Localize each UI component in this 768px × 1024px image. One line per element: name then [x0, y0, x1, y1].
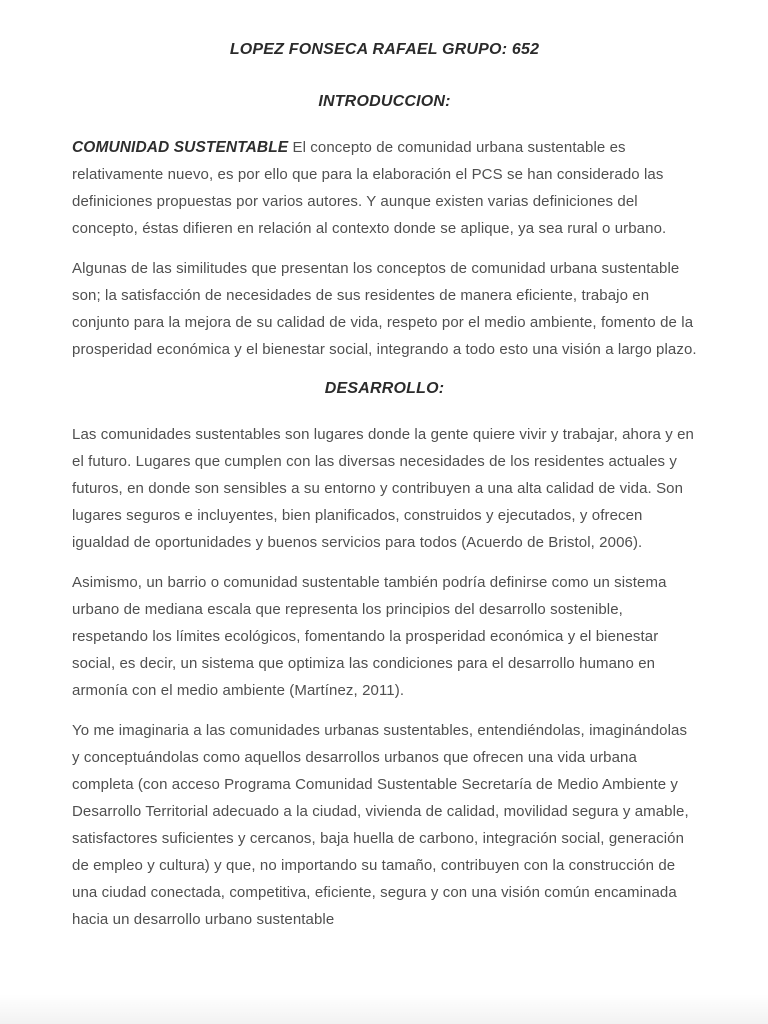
paragraph-comunidad-sustentable [72, 134, 697, 242]
section-heading-introduccion: INTRODUCCION: [318, 93, 451, 110]
paragraph-text: El concepto de comunidad urbana sustentable es relativamente nuevo, es por ello que para la elaboración el PCS se han considerado las definiciones propuestas por varios autores. Y aunque existen varias definiciones del concepto, éstas difieren en relación al contexto donde se aplique, ya sea rural o urbano. [72, 139, 667, 237]
paragraph-barrio-sistema [72, 569, 697, 704]
paragraph-comunidades-lugares [72, 421, 697, 556]
paragraph-similitudes [72, 255, 697, 363]
paragraph-lead-comunidad-sustentable: COMUNIDAD SUSTENTABLE [72, 139, 289, 156]
paragraph-vision-personal [72, 717, 697, 933]
paragraph-text: Algunas de las similitudes que presentan los conceptos de comunidad urbana sustentable son; la satisfacción de necesidades de sus residentes de manera eficiente, trabajo en conjunto para la mejora de su calidad de vida, respeto por el medio ambiente, fomento de la prosperidad económica y el bienestar social, integrando a todo esto una visión a largo plazo. [72, 260, 697, 358]
section-heading-desarrollo: DESARROLLO: [324, 380, 445, 397]
author-title: LOPEZ FONSECA RAFAEL GRUPO: 652 [229, 41, 540, 58]
paragraph-text: Yo me imaginaria a las comunidades urbanas sustentables, entendiéndolas, imaginándolas y conceptuándolas como aquellos desarrollos urbanos que ofrecen una vida urbana completa (con acceso Programa Comunidad Sustentable Secretaría de Medio Ambiente y Desarrollo Territorial adecuado a la ciudad, vivienda de calidad, movilidad segura y amable, satisfactores suficientes y cercanos, baja huella de carbono, integración social, generación de empleo y cultura) y que, no importando su tamaño, contribuyen con la construcción de una ciudad conectada, competitiva, eficiente, segura y con una visión común encaminada hacia un desarrollo urbano sustentable [72, 722, 689, 928]
paragraph-text: Asimismo, un barrio o comunidad sustentable también podría definirse como un sistema urbano de mediana escala que representa los principios del desarrollo sostenible, respetando los límites ecológicos, fomentando la prosperidad económica y el bienestar social, es decir, un sistema que optimiza las condiciones para el desarrollo humano en armonía con el medio ambiente (Martínez, 2011). [72, 574, 667, 699]
page-bottom-shadow [0, 994, 768, 1024]
paragraph-text: Las comunidades sustentables son lugares donde la gente quiere vivir y trabajar, ahora y en el futuro. Lugares que cumplen con las diversas necesidades de los residentes actuales y futuros, en donde son sensibles a su entorno y contribuyen a una alta calidad de vida. Son lugares seguros e incluyentes, bien planificados, construidos y ejecutados, y ofrecen igualdad de oportunidades y buenos servicios para todos (Acuerdo de Bristol, 2006). [72, 426, 694, 551]
